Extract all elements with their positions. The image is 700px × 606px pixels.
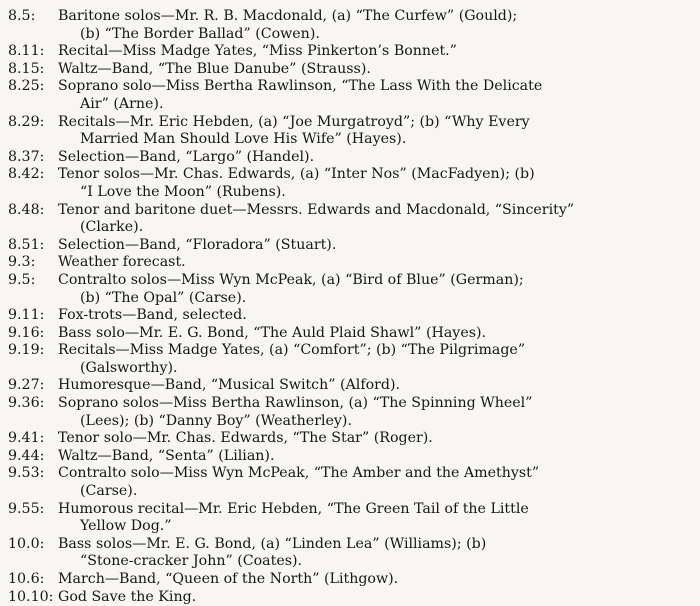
program-entry	[6, 8, 684, 43]
entry-line: Soprano solos—Miss Bertha Rawlinson, (a) “The Spinning Wheel”	[58, 395, 533, 412]
program-entry	[6, 325, 684, 343]
entry-line: “Stone-cracker John” (Coates).	[80, 553, 303, 570]
program-entry	[6, 272, 684, 307]
entry-time: 9.41:	[8, 430, 45, 447]
program-entry	[6, 78, 684, 113]
entry-description	[58, 342, 684, 377]
entry-line: (Clarke).	[80, 219, 144, 236]
entry-time: 8.37:	[8, 148, 45, 165]
entry-time: 9.27:	[8, 377, 45, 394]
entry-time: 8.11:	[8, 43, 45, 60]
entry-line: Baritone solos—Mr. R. B. Macdonald, (a) “The Curfew” (Gould);	[58, 8, 518, 24]
entry-line: Air” (Arne).	[80, 95, 164, 112]
entry-line: Selection—Band, “Floradora” (Stuart).	[58, 236, 337, 253]
program-entry	[6, 501, 684, 536]
entry-time: 10.0:	[8, 535, 45, 552]
entry-line: Bass solo—Mr. E. G. Bond, “The Auld Plaid Shawl” (Hayes).	[58, 324, 487, 341]
program-entry	[6, 43, 684, 61]
entry-description	[58, 78, 684, 113]
entry-description	[58, 325, 684, 343]
entry-description	[58, 589, 684, 606]
entry-line: Yellow Dog.”	[80, 518, 172, 535]
entry-line: Tenor and baritone duet—Messrs. Edwards and Macdonald, “Sincerity”	[58, 201, 575, 218]
entry-description	[58, 254, 684, 272]
entry-time: 9.5:	[8, 271, 36, 288]
entry-time: 8.29:	[8, 113, 45, 130]
entry-time: 8.48:	[8, 201, 45, 218]
entry-description	[58, 43, 684, 61]
entry-time: 8.42:	[8, 166, 45, 183]
entry-line: Tenor solos—Mr. Chas. Edwards, (a) “Inter Nos” (MacFadyen); (b)	[58, 166, 535, 183]
entry-time: 8.15:	[8, 60, 45, 77]
program-entry	[6, 307, 684, 325]
entry-description	[58, 571, 684, 589]
entry-description	[58, 149, 684, 167]
program-entry	[6, 237, 684, 255]
entry-line: Contralto solos—Miss Wyn McPeak, (a) “Bird of Blue” (German);	[58, 271, 524, 288]
entry-description	[58, 272, 684, 307]
program-entry	[6, 377, 684, 395]
entry-line: (b) “The Border Ballad” (Cowen).	[80, 25, 320, 42]
entry-description	[58, 307, 684, 325]
entry-line: Waltz—Band, “The Blue Danube” (Strauss).	[58, 60, 371, 77]
entry-time: 9.44:	[8, 447, 45, 464]
entry-time: 9.19:	[8, 342, 45, 359]
entry-description	[58, 202, 684, 237]
entry-time: 9.16:	[8, 324, 45, 341]
program-entry	[6, 202, 684, 237]
entry-description	[58, 8, 684, 43]
entry-description	[58, 465, 684, 500]
entry-line: Weather forecast.	[58, 254, 186, 271]
entry-description	[58, 501, 684, 536]
entry-line: Tenor solo—Mr. Chas. Edwards, “The Star” (Roger).	[58, 430, 433, 447]
entry-line: Contralto solo—Miss Wyn McPeak, “The Amber and the Amethyst”	[58, 465, 540, 482]
program-entry	[6, 448, 684, 466]
program-entry	[6, 589, 684, 606]
program-entry	[6, 536, 684, 571]
program-entry	[6, 571, 684, 589]
entry-description	[58, 166, 684, 201]
entry-time: 9.53:	[8, 465, 45, 482]
program-entry	[6, 254, 684, 272]
entry-line: March—Band, “Queen of the North” (Lithgow).	[58, 571, 399, 587]
entry-description	[58, 395, 684, 430]
entry-line: Soprano solo—Miss Bertha Rawlinson, “The Lass With the Delicate	[58, 78, 543, 95]
entry-line: “I Love the Moon” (Rubens).	[80, 183, 286, 200]
entry-line: Humorous recital—Mr. Eric Hebden, “The Green Tail of the Little	[58, 500, 529, 517]
entry-line: (Galsworthy).	[80, 359, 178, 376]
entry-description	[58, 430, 684, 448]
entry-line: Recitals—Miss Madge Yates, (a) “Comfort”; (b) “The Pilgrimage”	[58, 342, 526, 359]
program-entry	[6, 114, 684, 149]
entry-description	[58, 377, 684, 395]
entry-description	[58, 114, 684, 149]
entry-description	[58, 61, 684, 79]
entry-time: 8.51:	[8, 236, 45, 253]
program-entry	[6, 61, 684, 79]
entry-line: Married Man Should Love His Wife” (Hayes).	[80, 131, 407, 148]
entry-description	[58, 237, 684, 255]
entry-time: 10.10:	[8, 588, 54, 605]
entry-time: 8.25:	[8, 78, 45, 95]
entry-time: 9.36:	[8, 395, 45, 412]
program-entry	[6, 465, 684, 500]
entry-line: Recitals—Mr. Eric Hebden, (a) “Joe Murgatroyd”; (b) “Why Every	[58, 113, 530, 130]
program-entry	[6, 430, 684, 448]
entry-line: (b) “The Opal” (Carse).	[80, 289, 247, 306]
entry-time: 10.6:	[8, 571, 45, 587]
entry-description	[58, 448, 684, 466]
entry-time: 9.11:	[8, 307, 45, 324]
entry-line: Recital—Miss Madge Yates, “Miss Pinkerton’s Bonnet.”	[58, 43, 457, 60]
entry-line: Bass solos—Mr. E. G. Bond, (a) “Linden Lea” (Williams); (b)	[58, 535, 487, 552]
program-entry	[6, 342, 684, 377]
entry-line: (Lees); (b) “Danny Boy” (Weatherley).	[80, 412, 352, 429]
entry-line: (Carse).	[80, 483, 138, 500]
program-entry	[6, 166, 684, 201]
entry-line: Fox-trots—Band, selected.	[58, 307, 247, 324]
entry-time: 9.55:	[8, 500, 45, 517]
program-entry	[6, 395, 684, 430]
entry-time: 8.5:	[8, 8, 36, 24]
entry-line: God Save the King.	[58, 588, 197, 605]
entry-line: Humoresque—Band, “Musical Switch” (Alford).	[58, 377, 401, 394]
program-entry	[6, 149, 684, 167]
entry-line: Waltz—Band, “Senta” (Lilian).	[58, 447, 275, 464]
entry-line: Selection—Band, “Largo” (Handel).	[58, 148, 315, 165]
entry-description	[58, 536, 684, 571]
entry-time: 9.3:	[8, 254, 36, 271]
